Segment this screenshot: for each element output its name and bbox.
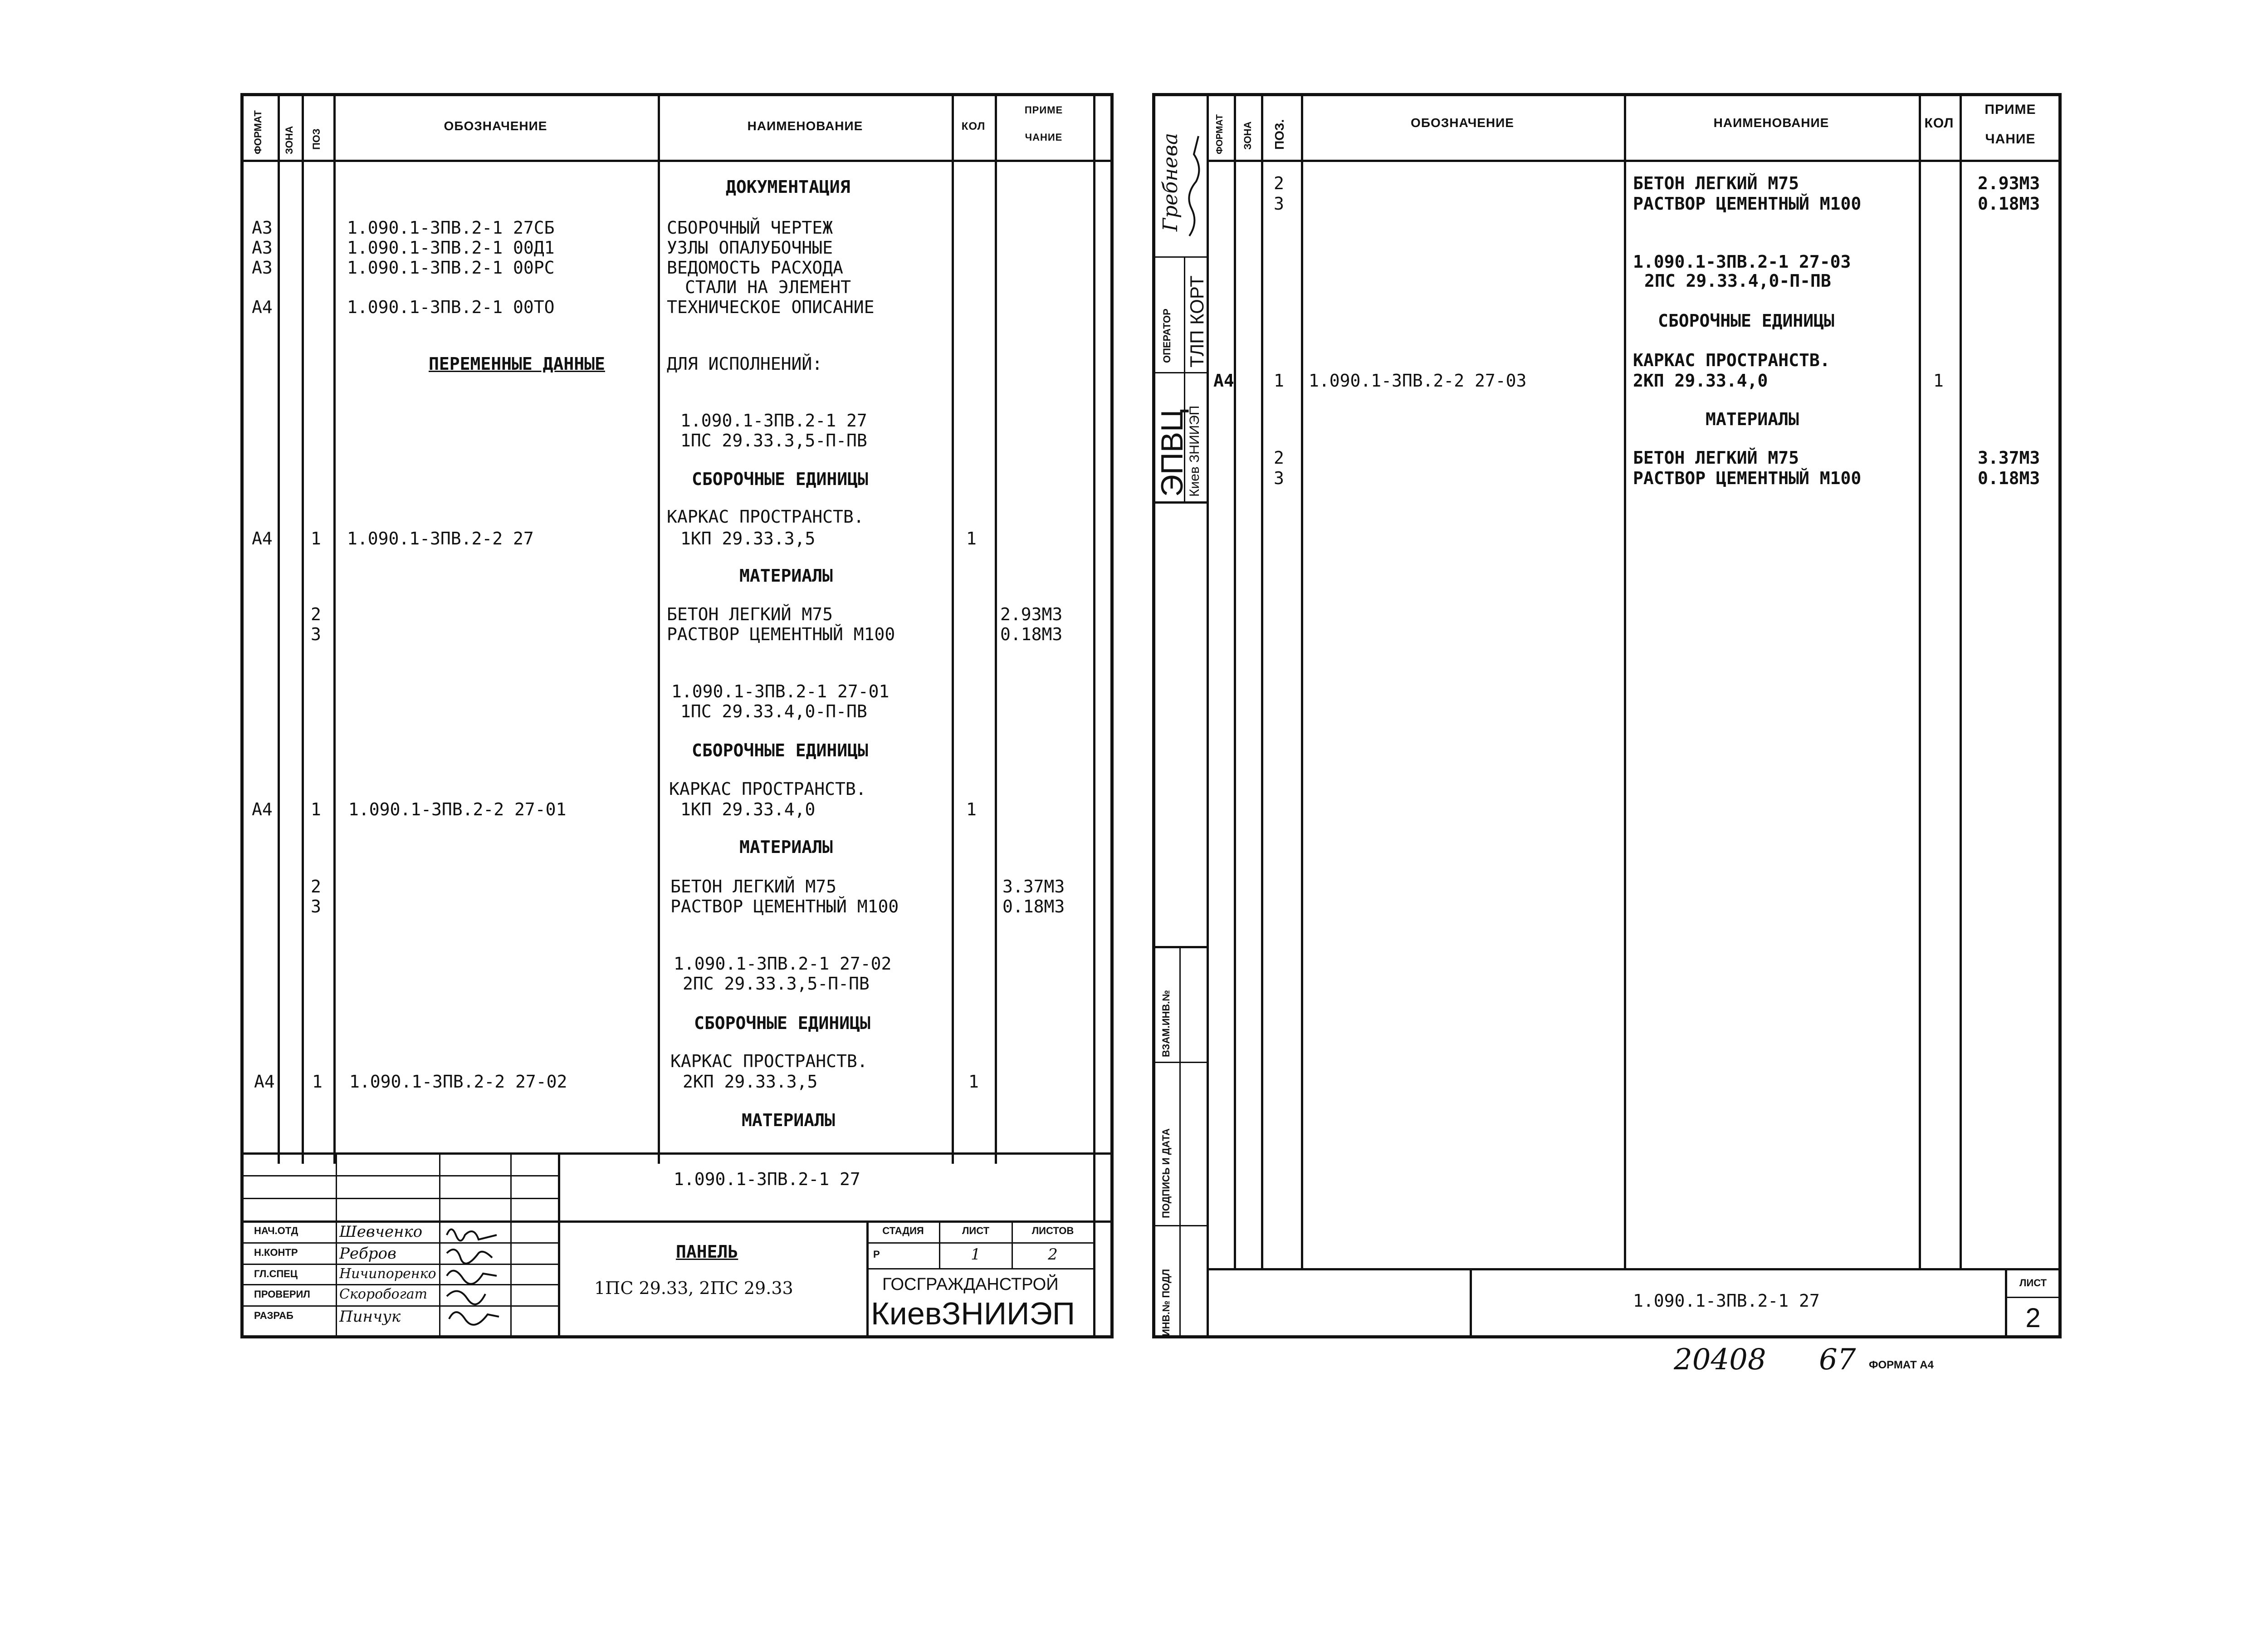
archive-number: 20408 bbox=[1674, 1343, 1766, 1377]
row-name: БЕТОН ЛЕГКИЙ М75 bbox=[1633, 173, 1799, 193]
title-block-code: 1.090.1-3ПВ.2-1 27 bbox=[674, 1169, 860, 1189]
row-note: 3.37М3 bbox=[1978, 448, 2040, 468]
row-name: БЕТОН ЛЕГКИЙ М75 bbox=[667, 604, 833, 624]
stamp-small: Киев ЗНИИЭП bbox=[1187, 405, 1202, 497]
row-format: А4 bbox=[252, 297, 273, 317]
row-note: 0.18М3 bbox=[1978, 194, 2040, 214]
row-pos: 1 bbox=[312, 1072, 323, 1092]
footer-doc-code: 1.090.1-3ПВ.2-1 27 bbox=[1633, 1291, 1820, 1311]
variant-code: 1.090.1-3ПВ.2-1 27-02 bbox=[674, 954, 892, 974]
row-format: А4 bbox=[254, 1072, 275, 1092]
stamp-big: ЭПВЦ bbox=[1155, 409, 1189, 497]
signature-date-label: ПОДПИСЬ И ДАТА bbox=[1160, 1128, 1172, 1218]
header-pos: ПОЗ bbox=[311, 128, 322, 150]
section-heading: СБОРОЧНЫЕ ЕДИНИЦЫ bbox=[694, 1013, 870, 1033]
signer-name: Ничипоренко bbox=[339, 1266, 436, 1282]
row-name: КАРКАС ПРОСТРАНСТВ. bbox=[667, 507, 864, 527]
variant-code: 1.090.1-3ПВ.2-1 27 bbox=[680, 411, 867, 431]
section-heading: СБОРОЧНЫЕ ЕДИНИЦЫ bbox=[692, 740, 868, 760]
signer-name: Скоробогат bbox=[339, 1286, 428, 1302]
section-heading: СБОРОЧНЫЕ ЕДИНИЦЫ bbox=[1658, 311, 1834, 331]
signer-name: Ребров bbox=[339, 1245, 396, 1263]
role-label: ПРОВЕРИЛ bbox=[254, 1289, 310, 1300]
row-note: 0.18М3 bbox=[1978, 468, 2040, 488]
header-zone: ЗОНА bbox=[284, 126, 295, 154]
row-name: 2КП 29.33.4,0 bbox=[1633, 371, 1768, 391]
variant-mark: 1ПС 29.33.4,0-П-ПВ bbox=[680, 701, 867, 721]
row-designation: 1.090.1-3ПВ.2-2 27-01 bbox=[348, 799, 567, 819]
row-note: 2.93М3 bbox=[1000, 604, 1063, 624]
row-name: КАРКАС ПРОСТРАНСТВ. bbox=[1633, 350, 1830, 370]
signer-name: Пинчук bbox=[339, 1308, 401, 1326]
operator-label: ОПЕРАТОР bbox=[1161, 309, 1173, 363]
product-title: ПАНЕЛЬ bbox=[676, 1242, 738, 1262]
row-name: СБОРОЧНЫЙ ЧЕРТЕЖ bbox=[667, 218, 833, 238]
row-note: 3.37М3 bbox=[1002, 877, 1065, 897]
row-designation: 1.090.1-3ПВ.2-1 00Д1 bbox=[347, 238, 555, 258]
stage-value: Р bbox=[873, 1249, 880, 1260]
variant-mark: 1ПС 29.33.3,5-П-ПВ bbox=[680, 431, 867, 451]
org-name-2: КиевЗНИИЭП bbox=[871, 1296, 1075, 1331]
row-note: 0.18М3 bbox=[1002, 897, 1065, 916]
sheet-value: 1 bbox=[971, 1245, 981, 1264]
handwritten-name: Гребнева bbox=[1159, 132, 1182, 231]
row-designation: 1.090.1-3ПВ.2-1 00РС bbox=[347, 258, 555, 278]
header-name: НАИМЕНОВАНИЕ bbox=[1713, 116, 1829, 130]
row-name: ДЛЯ ИСПОЛНЕНИЙ: bbox=[667, 354, 823, 374]
role-label: Н.КОНТР bbox=[254, 1247, 298, 1258]
header-pos: ПОЗ. bbox=[1272, 119, 1286, 150]
row-format: А3 bbox=[252, 238, 273, 258]
row-name: ТЕХНИЧЕСКОЕ ОПИСАНИЕ bbox=[667, 297, 875, 317]
archive-page: 67 bbox=[1819, 1343, 1856, 1377]
header-note-2: ЧАНИЕ bbox=[1025, 132, 1063, 143]
footer-sheet-label: ЛИСТ bbox=[2019, 1277, 2047, 1289]
variant-mark: 2ПС 29.33.4,0-П-ПВ bbox=[1644, 271, 1831, 291]
section-heading: МАТЕРИАЛЫ bbox=[739, 837, 833, 857]
row-pos: 2 bbox=[1274, 448, 1284, 468]
row-name: РАСТВОР ЦЕМЕНТНЫЙ М100 bbox=[1633, 468, 1862, 488]
row-name: БЕТОН ЛЕГКИЙ М75 bbox=[670, 877, 837, 897]
left-sheet bbox=[240, 93, 1114, 1338]
row-pos: 1 bbox=[311, 529, 321, 549]
row-name: ВЕДОМОСТЬ РАСХОДА bbox=[667, 258, 843, 278]
row-name: СТАЛИ НА ЭЛЕМЕНТ bbox=[685, 277, 851, 297]
row-pos: 3 bbox=[311, 897, 321, 916]
role-label: НАЧ.ОТД bbox=[254, 1225, 298, 1236]
row-designation: 1.090.1-3ПВ.2-1 00ТО bbox=[347, 297, 555, 317]
stage-label: СТАДИЯ bbox=[882, 1225, 924, 1236]
row-name: УЗЛЫ ОПАЛУБОЧНЫЕ bbox=[667, 238, 833, 258]
sheet-label: ЛИСТ bbox=[962, 1225, 990, 1236]
row-name: БЕТОН ЛЕГКИЙ М75 bbox=[1633, 448, 1799, 468]
row-note: 2.93М3 bbox=[1978, 173, 2040, 193]
format-label: ФОРМАТ А4 bbox=[1869, 1359, 1934, 1371]
operator-value: ТЛП КОРТ bbox=[1186, 275, 1207, 368]
row-qty: 1 bbox=[968, 1072, 979, 1092]
row-format: А3 bbox=[252, 258, 273, 278]
row-pos: 2 bbox=[311, 877, 321, 897]
row-format: А4 bbox=[252, 799, 273, 819]
original-inv-label: ИНВ.№ ПОДЛ bbox=[1160, 1269, 1172, 1336]
row-qty: 1 bbox=[966, 799, 977, 819]
row-designation: 1.090.1-3ПВ.2-2 27-03 bbox=[1309, 371, 1527, 391]
row-pos: 3 bbox=[1274, 468, 1284, 488]
right-sheet bbox=[1152, 93, 2062, 1338]
section-heading: СБОРОЧНЫЕ ЕДИНИЦЫ bbox=[692, 469, 868, 489]
header-zone: ЗОНА bbox=[1242, 121, 1253, 150]
footer-sheet-value: 2 bbox=[2025, 1303, 2041, 1333]
variant-mark: 2ПС 29.33.3,5-П-ПВ bbox=[683, 974, 870, 994]
row-format: А3 bbox=[252, 218, 273, 238]
role-label: ГЛ.СПЕЦ bbox=[254, 1268, 298, 1279]
header-qty: КОЛ bbox=[961, 120, 986, 132]
section-heading: ДОКУМЕНТАЦИЯ bbox=[726, 177, 850, 197]
row-format: А4 bbox=[252, 529, 273, 549]
section-heading: МАТЕРИАЛЫ bbox=[742, 1110, 835, 1130]
row-designation: 1.090.1-3ПВ.2-2 27 bbox=[347, 529, 534, 549]
row-qty: 1 bbox=[1933, 371, 1944, 391]
header-qty: КОЛ bbox=[1924, 116, 1954, 131]
section-heading: МАТЕРИАЛЫ bbox=[1706, 409, 1799, 429]
row-pos: 2 bbox=[1274, 173, 1284, 193]
operator-signature bbox=[1185, 132, 1205, 240]
signer-name: Шевченко bbox=[339, 1223, 423, 1241]
header-name: НАИМЕНОВАНИЕ bbox=[747, 119, 863, 133]
org-name-1: ГОСГРАЖДАНСТРОЙ bbox=[882, 1275, 1059, 1294]
row-qty: 1 bbox=[966, 529, 977, 549]
header-note-1: ПРИМЕ bbox=[1984, 102, 2036, 117]
signature-marks bbox=[442, 1221, 510, 1337]
row-pos: 3 bbox=[311, 624, 321, 644]
variable-data-label: ПЕРЕМЕННЫЕ ДАННЫЕ bbox=[429, 354, 605, 374]
row-pos: 3 bbox=[1274, 194, 1284, 214]
role-label: РАЗРАБ bbox=[254, 1310, 293, 1321]
header-designation: ОБОЗНАЧЕНИЕ bbox=[1411, 116, 1514, 130]
row-designation: 1.090.1-3ПВ.2-1 27СБ bbox=[347, 218, 555, 238]
row-name: РАСТВОР ЦЕМЕНТНЫЙ М100 bbox=[670, 897, 899, 916]
row-name: КАРКАС ПРОСТРАНСТВ. bbox=[670, 1051, 868, 1071]
row-pos: 1 bbox=[1274, 371, 1284, 391]
section-heading: МАТЕРИАЛЫ bbox=[739, 566, 833, 586]
header-format: ФОРМАТ bbox=[1215, 114, 1225, 154]
replace-inv-label: ВЗАМ.ИНВ.№ bbox=[1160, 990, 1172, 1057]
product-subtitle: 1ПС 29.33, 2ПС 29.33 bbox=[594, 1278, 793, 1298]
sheets-value: 2 bbox=[1048, 1245, 1058, 1264]
row-pos: 1 bbox=[311, 799, 321, 819]
sheets-label: ЛИСТОВ bbox=[1031, 1225, 1074, 1236]
header-designation: ОБОЗНАЧЕНИЕ bbox=[444, 119, 547, 133]
row-name: 1КП 29.33.4,0 bbox=[680, 799, 816, 819]
header-note-1: ПРИМЕ bbox=[1024, 104, 1063, 116]
row-name: РАСТВОР ЦЕМЕНТНЫЙ М100 bbox=[1633, 194, 1862, 214]
row-name: 2КП 29.33.3,5 bbox=[683, 1072, 818, 1092]
row-name: РАСТВОР ЦЕМЕНТНЫЙ М100 bbox=[667, 624, 895, 644]
variant-code: 1.090.1-3ПВ.2-1 27-01 bbox=[671, 681, 890, 701]
row-name: КАРКАС ПРОСТРАНСТВ. bbox=[669, 779, 866, 799]
row-designation: 1.090.1-3ПВ.2-2 27-02 bbox=[349, 1072, 567, 1092]
row-format: А4 bbox=[1213, 371, 1234, 391]
row-pos: 2 bbox=[311, 604, 321, 624]
row-note: 0.18М3 bbox=[1000, 624, 1063, 644]
variant-code: 1.090.1-3ПВ.2-1 27-03 bbox=[1633, 252, 1851, 272]
row-name: 1КП 29.33.3,5 bbox=[680, 529, 816, 549]
header-note-2: ЧАНИЕ bbox=[1985, 132, 2036, 147]
header-format: ФОРМАТ bbox=[252, 110, 264, 154]
